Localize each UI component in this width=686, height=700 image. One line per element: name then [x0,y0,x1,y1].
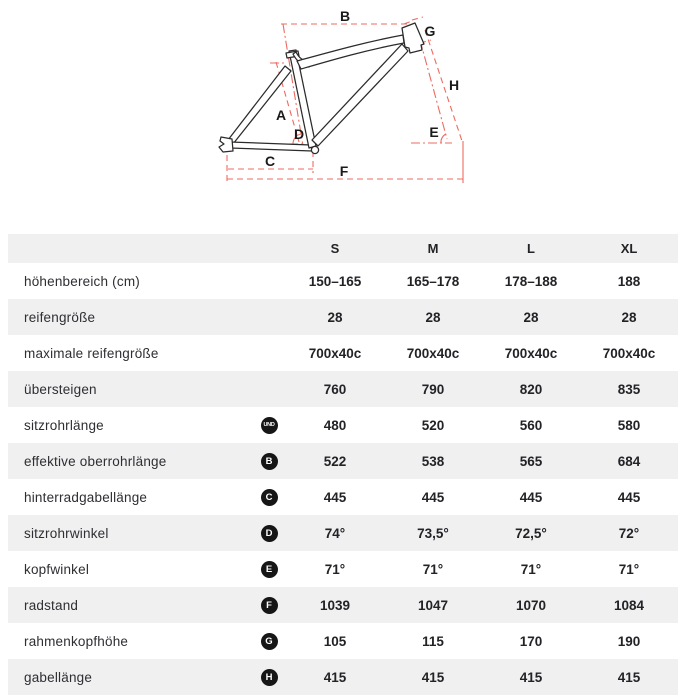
value-l: 170 [519,633,543,649]
value-xl: 835 [617,381,641,397]
diagram-label-h: H [448,77,460,93]
size-header-s: S [330,241,340,256]
row-label: gabellänge [24,669,93,685]
row-badge-f: F [261,597,278,614]
value-xl: 580 [617,417,641,433]
diagram-label-c: C [264,153,276,169]
value-s: 105 [323,633,347,649]
diagram-label-a: A [275,107,287,123]
value-l: 1070 [515,597,547,613]
value-l: 72,5° [515,525,547,541]
row-label: effektive oberrohrlänge [24,453,167,469]
value-xl: 445 [617,489,641,505]
diagram-label-f: F [339,163,349,179]
value-m: 28 [425,309,441,325]
frame-geometry-diagram [0,0,686,212]
size-header-m: M [427,241,439,256]
row-badge-und: UND [261,417,278,434]
value-xl: 71° [618,561,640,577]
row-label: sitzrohrlänge [24,417,104,433]
row-label: sitzrohrwinkel [24,525,109,541]
row-badge-e: E [261,561,278,578]
value-l: 700x40c [504,345,558,361]
value-s: 522 [323,453,347,469]
value-l: 178–188 [504,273,558,289]
value-m: 165–178 [406,273,460,289]
geometry-table [8,234,678,695]
table-row-reifengroesse [8,299,678,335]
row-label: kopfwinkel [24,561,90,577]
chain-stays [230,142,312,151]
table-row-rahmenkopfhoehe [8,623,678,659]
value-s: 415 [323,669,347,685]
value-m: 115 [422,633,444,649]
value-l: 71° [520,561,542,577]
value-s: 480 [323,417,347,433]
row-label: rahmenkopfhöhe [24,633,129,649]
table-row-sitzrohrwinkel [8,515,678,551]
size-header-row [8,234,678,263]
value-m: 700x40c [406,345,460,361]
value-xl: 72° [618,525,640,541]
value-xl: 188 [617,273,641,289]
value-m: 73,5° [417,525,449,541]
value-l: 445 [519,489,543,505]
diagram-label-d: D [293,126,305,142]
size-header-l: L [527,241,535,256]
value-xl: 415 [617,669,641,685]
value-m: 520 [421,417,445,433]
value-l: 415 [519,669,543,685]
row-badge-b: B [261,453,278,470]
seat-stays [228,66,291,144]
value-s: 28 [327,309,343,325]
table-row-maximale-reifengroesse [8,335,678,371]
table-row-radstand [8,587,678,623]
size-header-xl: XL [620,241,638,256]
row-label: maximale reifengröße [24,345,159,361]
row-badge-d: D [261,525,278,542]
table-row-hoehenbereich [8,263,678,299]
value-s: 445 [323,489,347,505]
table-row-uebersteigen [8,371,678,407]
value-m: 1047 [417,597,449,613]
value-l: 565 [519,453,543,469]
frame-outline [219,23,424,154]
row-badge-g: G [261,633,278,650]
diagram-label-g: G [424,23,436,39]
value-m: 790 [421,381,445,397]
value-s: 1039 [319,597,351,613]
table-row-hinterradgabellaenge [8,479,678,515]
row-badge-c: C [261,489,278,506]
value-m: 538 [421,453,445,469]
row-label: übersteigen [24,381,97,397]
value-s: 74° [324,525,346,541]
value-m: 71° [422,561,444,577]
value-s: 150–165 [308,273,362,289]
row-label: hinterradgabellänge [24,489,148,505]
table-row-sitzrohrlaenge [8,407,678,443]
table-row-gabellaenge [8,659,678,695]
value-m: 445 [421,489,445,505]
value-s: 71° [324,561,346,577]
table-row-kopfwinkel [8,551,678,587]
table-row-effektive-oberrohrlaenge [8,443,678,479]
rear-dropout [219,137,233,152]
bottom-bracket [311,146,318,153]
value-l: 560 [519,417,543,433]
row-label: radstand [24,597,79,613]
value-m: 415 [421,669,445,685]
value-xl: 684 [617,453,641,469]
value-s: 760 [323,381,347,397]
diagram-label-e: E [429,124,439,140]
value-xl: 700x40c [602,345,656,361]
value-s: 700x40c [308,345,362,361]
value-xl: 190 [617,633,641,649]
row-badge-h: H [261,669,278,686]
value-xl: 1084 [613,597,645,613]
row-label: reifengröße [24,309,96,325]
row-label: höhenbereich (cm) [24,273,140,289]
value-l: 28 [523,309,539,325]
diagram-label-b: B [339,8,351,24]
value-l: 820 [519,381,543,397]
value-xl: 28 [621,309,637,325]
